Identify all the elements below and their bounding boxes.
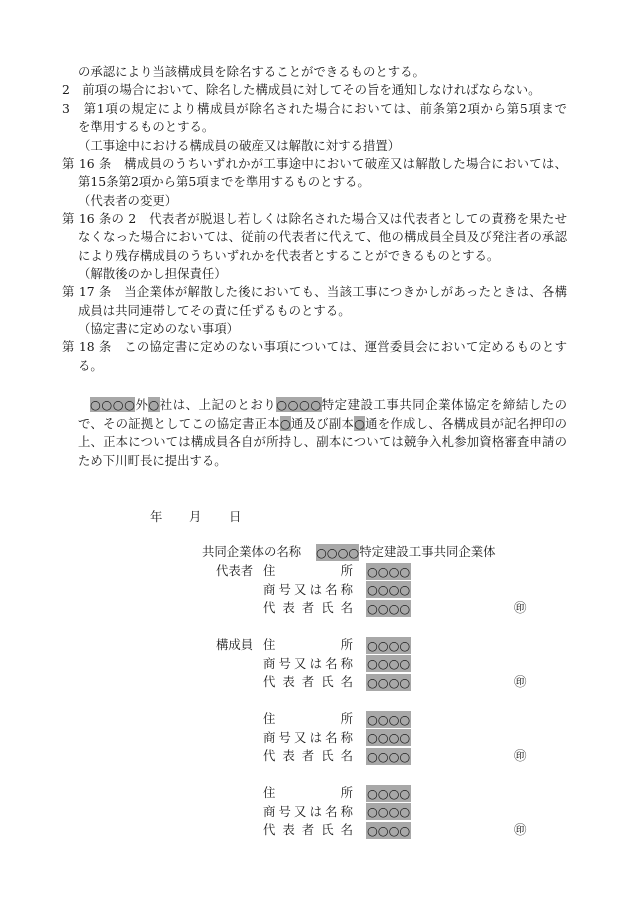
closing-statement-line: ため下川町長に提出する。	[78, 453, 227, 468]
seal-mark: ㊞	[514, 748, 527, 763]
address-row	[0, 636, 630, 654]
article-line: なくなった場合においては、従前の代表者に代えて、他の構成員全員及び発注者の承認	[78, 229, 567, 244]
seal-mark: ㊞	[514, 822, 527, 837]
jv-name-suffix: 特定建設工事共同企業体	[359, 544, 496, 559]
representative-name-label: 代表者氏名	[263, 674, 353, 689]
placeholder-field: ○	[148, 397, 160, 412]
jv-name-value	[316, 543, 496, 561]
address-placeholder: ○○○○	[367, 563, 411, 579]
article-line: 第 17 条 当企業体が解散した後においても、当該工事につきかしがあったときは、各構	[62, 284, 567, 299]
company-name-label: 商号又は名称	[263, 655, 353, 671]
placeholder-field: ○○○○	[90, 397, 136, 412]
placeholder-field: ○	[279, 416, 291, 431]
member-role-label: 構成員	[216, 637, 254, 652]
company-name-placeholder: ○○○○	[367, 582, 411, 597]
company-row	[0, 729, 630, 747]
representative-name-label: 代表者氏名	[263, 748, 353, 763]
address-label: 住所	[263, 785, 353, 800]
member-block-constituent	[0, 710, 630, 766]
article-caption: （代表者の変更）	[78, 193, 178, 208]
address-row	[0, 710, 630, 728]
clause-line: 3 第1項の規定により構成員が除名された場合においては、前条第2項から第5項まで	[62, 101, 567, 116]
representative-row	[0, 673, 630, 691]
company-name-label: 商号又は名称	[263, 581, 353, 597]
placeholder-field: ○○○○	[276, 397, 322, 412]
clause-line: の承認により当該構成員を除名することができるものとする。	[78, 64, 425, 79]
representative-name-placeholder: ○○○○	[367, 600, 411, 616]
company-name-placeholder: ○○○○	[367, 656, 411, 671]
address-label: 住所	[263, 637, 353, 652]
article-line: 成員は共同連帯してその責に任ずるものとする。	[78, 303, 351, 318]
article-line: 第 16 条の 2 代表者が脱退し若しくは除名された場合又は代表者としての責務を果たせ	[62, 211, 567, 226]
placeholder-field: ○	[354, 416, 366, 431]
company-row	[0, 655, 630, 673]
company-row	[0, 803, 630, 821]
article-caption: （解散後のかし担保責任）	[78, 266, 227, 281]
article-caption: （協定書に定めのない事項）	[78, 321, 240, 336]
article-line: 第 18 条 この協定書に定めのない事項については、運営委員会において定めるものとす	[62, 339, 567, 354]
member-block-constituent	[0, 784, 630, 840]
address-row	[0, 562, 630, 580]
address-placeholder: ○○○○	[367, 785, 411, 801]
seal-mark: ㊞	[514, 600, 527, 615]
address-row	[0, 784, 630, 802]
article-caption: （工事途中における構成員の破産又は解散に対する措置）	[78, 138, 401, 153]
closing-statement-line: 上、正本については構成員各自が所持し、副本については競争入札参加資格審査申請の	[78, 434, 567, 449]
address-label: 住所	[263, 711, 353, 726]
member-block-constituent	[0, 636, 630, 692]
company-name-placeholder: ○○○○	[367, 804, 411, 819]
representative-row	[0, 747, 630, 765]
jv-name-placeholder: ○○○○	[316, 544, 360, 560]
article-line: 第15条第2項から第5項までを準用するものとする。	[78, 174, 370, 189]
clause-line: を準用するものとする。	[78, 119, 215, 134]
company-row	[0, 581, 630, 599]
address-placeholder: ○○○○	[367, 637, 411, 653]
member-block-representative	[0, 562, 630, 618]
representative-name-label: 代表者氏名	[263, 822, 353, 837]
representative-name-placeholder: ○○○○	[367, 748, 411, 764]
representative-name-label: 代表者氏名	[263, 600, 353, 615]
closing-statement-line: ○○○○外○社は、上記のとおり○○○○特定建設工事共同企業体協定を締結したの	[90, 397, 568, 412]
article-line: る。	[78, 358, 103, 373]
jv-name-label: 共同企業体の名称	[202, 544, 302, 559]
representative-row	[0, 599, 630, 617]
company-name-placeholder: ○○○○	[367, 730, 411, 745]
article-line: 第 16 条 構成員のうちいずれかが工事途中において破産又は解散した場合においては、	[62, 156, 567, 171]
company-name-label: 商号又は名称	[263, 803, 353, 819]
clause-line: 2 前項の場合において、除名した構成員に対してその旨を通知しなければならない。	[62, 82, 541, 97]
member-role-label: 代表者	[216, 563, 254, 578]
address-placeholder: ○○○○	[367, 711, 411, 727]
date-year-label: 年	[150, 509, 163, 524]
company-name-label: 商号又は名称	[263, 729, 353, 745]
seal-mark: ㊞	[514, 674, 527, 689]
article-line: により残存構成員のうちいずれかを代表者とすることができるものとする。	[78, 248, 500, 263]
representative-name-placeholder: ○○○○	[367, 674, 411, 690]
representative-name-placeholder: ○○○○	[367, 822, 411, 838]
address-label: 住所	[263, 563, 353, 578]
date-day-label: 日	[229, 509, 242, 524]
date-month-label: 月	[189, 509, 202, 524]
representative-row	[0, 821, 630, 839]
closing-statement-line: で、その証拠としてこの協定書正本○通及び副本○通を作成し、各構成員が記名押印の	[78, 416, 568, 431]
